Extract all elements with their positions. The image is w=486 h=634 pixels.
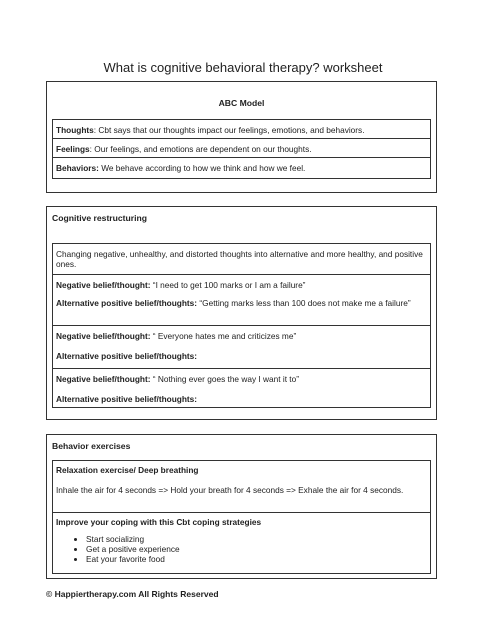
negative-label: Negative belief/thought: — [56, 280, 151, 290]
row-label: Behaviors: — [56, 163, 99, 173]
negative-text: “ Everyone hates me and criticizes me” — [150, 331, 297, 341]
coping-strategies — [52, 512, 431, 574]
row-text: : Our feelings, and emotions are dependent on our thoughts. — [89, 144, 312, 154]
belief-pair-3 — [52, 368, 431, 408]
abc-model-heading: ABC Model — [218, 98, 265, 108]
row-label: Thoughts — [56, 125, 94, 135]
belief-pair-2 — [52, 325, 431, 369]
row-text: : Cbt says that our thoughts impact our feelings, emotions, and behaviors. — [93, 125, 365, 135]
coping-item: • Get a positive experience — [86, 544, 427, 554]
worksheet-title: What is cognitive behavioral therapy? worksheet — [103, 60, 383, 75]
negative-text: “I need to get 100 marks or I am a failure” — [150, 280, 306, 290]
abc-behaviors-row — [52, 157, 431, 179]
relaxation-text: Inhale the air for 4 seconds => Hold your breath for 4 seconds => Exhale the air for 4 seconds. — [56, 485, 404, 495]
coping-heading: Improve your coping with this Cbt coping strategies — [56, 517, 262, 527]
abc-thoughts-row — [52, 119, 431, 139]
negative-label: Negative belief/thought: — [56, 374, 151, 384]
alternative-text: “Getting marks less than 100 does not make me a failure” — [197, 298, 411, 308]
copyright-footer: © Happiertherapy.com All Rights Reserved — [46, 589, 219, 599]
relaxation-exercise — [52, 460, 431, 513]
coping-item: • Eat your favorite food — [86, 554, 427, 564]
cognitive-restructuring-section — [46, 206, 437, 420]
alternative-label: Alternative positive belief/thoughts: — [56, 394, 198, 404]
abc-feelings-row — [52, 138, 431, 158]
row-label: Feelings — [56, 144, 90, 154]
belief-pair-1 — [52, 274, 431, 326]
negative-label: Negative belief/thought: — [56, 331, 151, 341]
alternative-label: Alternative positive belief/thoughts: — [56, 351, 198, 361]
coping-item: • Start socializing — [86, 534, 427, 544]
row-text: We behave according to how we think and how we feel. — [98, 163, 306, 173]
alternative-label: Alternative positive belief/thoughts: — [56, 298, 198, 308]
restructuring-heading: Cognitive restructuring — [52, 213, 148, 223]
negative-text: “ Nothing ever goes the way I want it to” — [150, 374, 299, 384]
restructuring-intro — [52, 243, 431, 275]
coping-list — [56, 534, 427, 564]
abc-model-section — [46, 81, 437, 193]
behavior-heading: Behavior exercises — [52, 441, 131, 451]
relaxation-heading: Relaxation exercise/ Deep breathing — [56, 465, 199, 475]
intro-text: Changing negative, unhealthy, and distorted thoughts into alternative and more healthy, and positive ones. — [56, 249, 423, 269]
behavior-exercises-section — [46, 434, 437, 579]
